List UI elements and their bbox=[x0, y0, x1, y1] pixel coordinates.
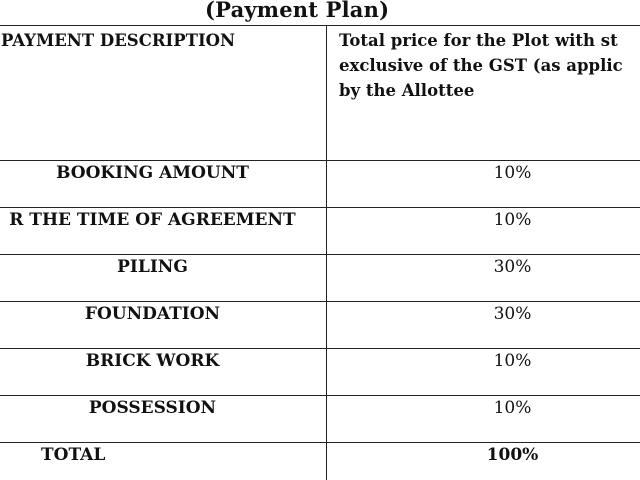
header-price-line-2: exclusive of the GST (as applic bbox=[339, 56, 623, 75]
title-open-paren: ( bbox=[205, 0, 216, 22]
row-percent-foundation: 30% bbox=[327, 302, 640, 349]
table-row bbox=[0, 396, 640, 443]
title-text: Payment Plan bbox=[215, 0, 380, 22]
row-stage-foundation: FOUNDATION bbox=[0, 302, 327, 349]
total-label: TOTAL bbox=[0, 443, 327, 480]
row-percent-brick-work: 10% bbox=[327, 349, 640, 396]
row-stage-agreement: R THE TIME OF AGREEMENT bbox=[0, 208, 327, 255]
row-stage-possession: POSSESSION bbox=[0, 396, 327, 443]
row-stage-piling: PILING bbox=[0, 255, 327, 302]
row-percent-possession: 10% bbox=[327, 396, 640, 443]
table-row bbox=[0, 161, 640, 208]
table-total-row bbox=[0, 443, 640, 480]
row-percent-agreement: 10% bbox=[327, 208, 640, 255]
header-total-price bbox=[327, 26, 640, 161]
row-percent-booking-amount: 10% bbox=[327, 161, 640, 208]
row-stage-brick-work: BRICK WORK bbox=[0, 349, 327, 396]
payment-plan-table bbox=[0, 25, 640, 480]
header-payment-description bbox=[0, 26, 327, 161]
header-description-text: PAYMENT DESCRIPTION bbox=[1, 31, 236, 50]
table-row bbox=[0, 349, 640, 396]
table-row bbox=[0, 302, 640, 349]
table-header-row bbox=[0, 26, 640, 161]
header-price-line-1: Total price for the Plot with st bbox=[339, 31, 618, 50]
title-close-paren: ) bbox=[379, 0, 390, 22]
row-stage-booking-amount: BOOKING AMOUNT bbox=[0, 161, 327, 208]
row-percent-piling: 30% bbox=[327, 255, 640, 302]
table-row bbox=[0, 255, 640, 302]
header-price-line-3: by the Allottee bbox=[339, 81, 475, 100]
table-row bbox=[0, 208, 640, 255]
total-percent: 100% bbox=[327, 443, 640, 480]
page-title bbox=[205, 0, 389, 22]
